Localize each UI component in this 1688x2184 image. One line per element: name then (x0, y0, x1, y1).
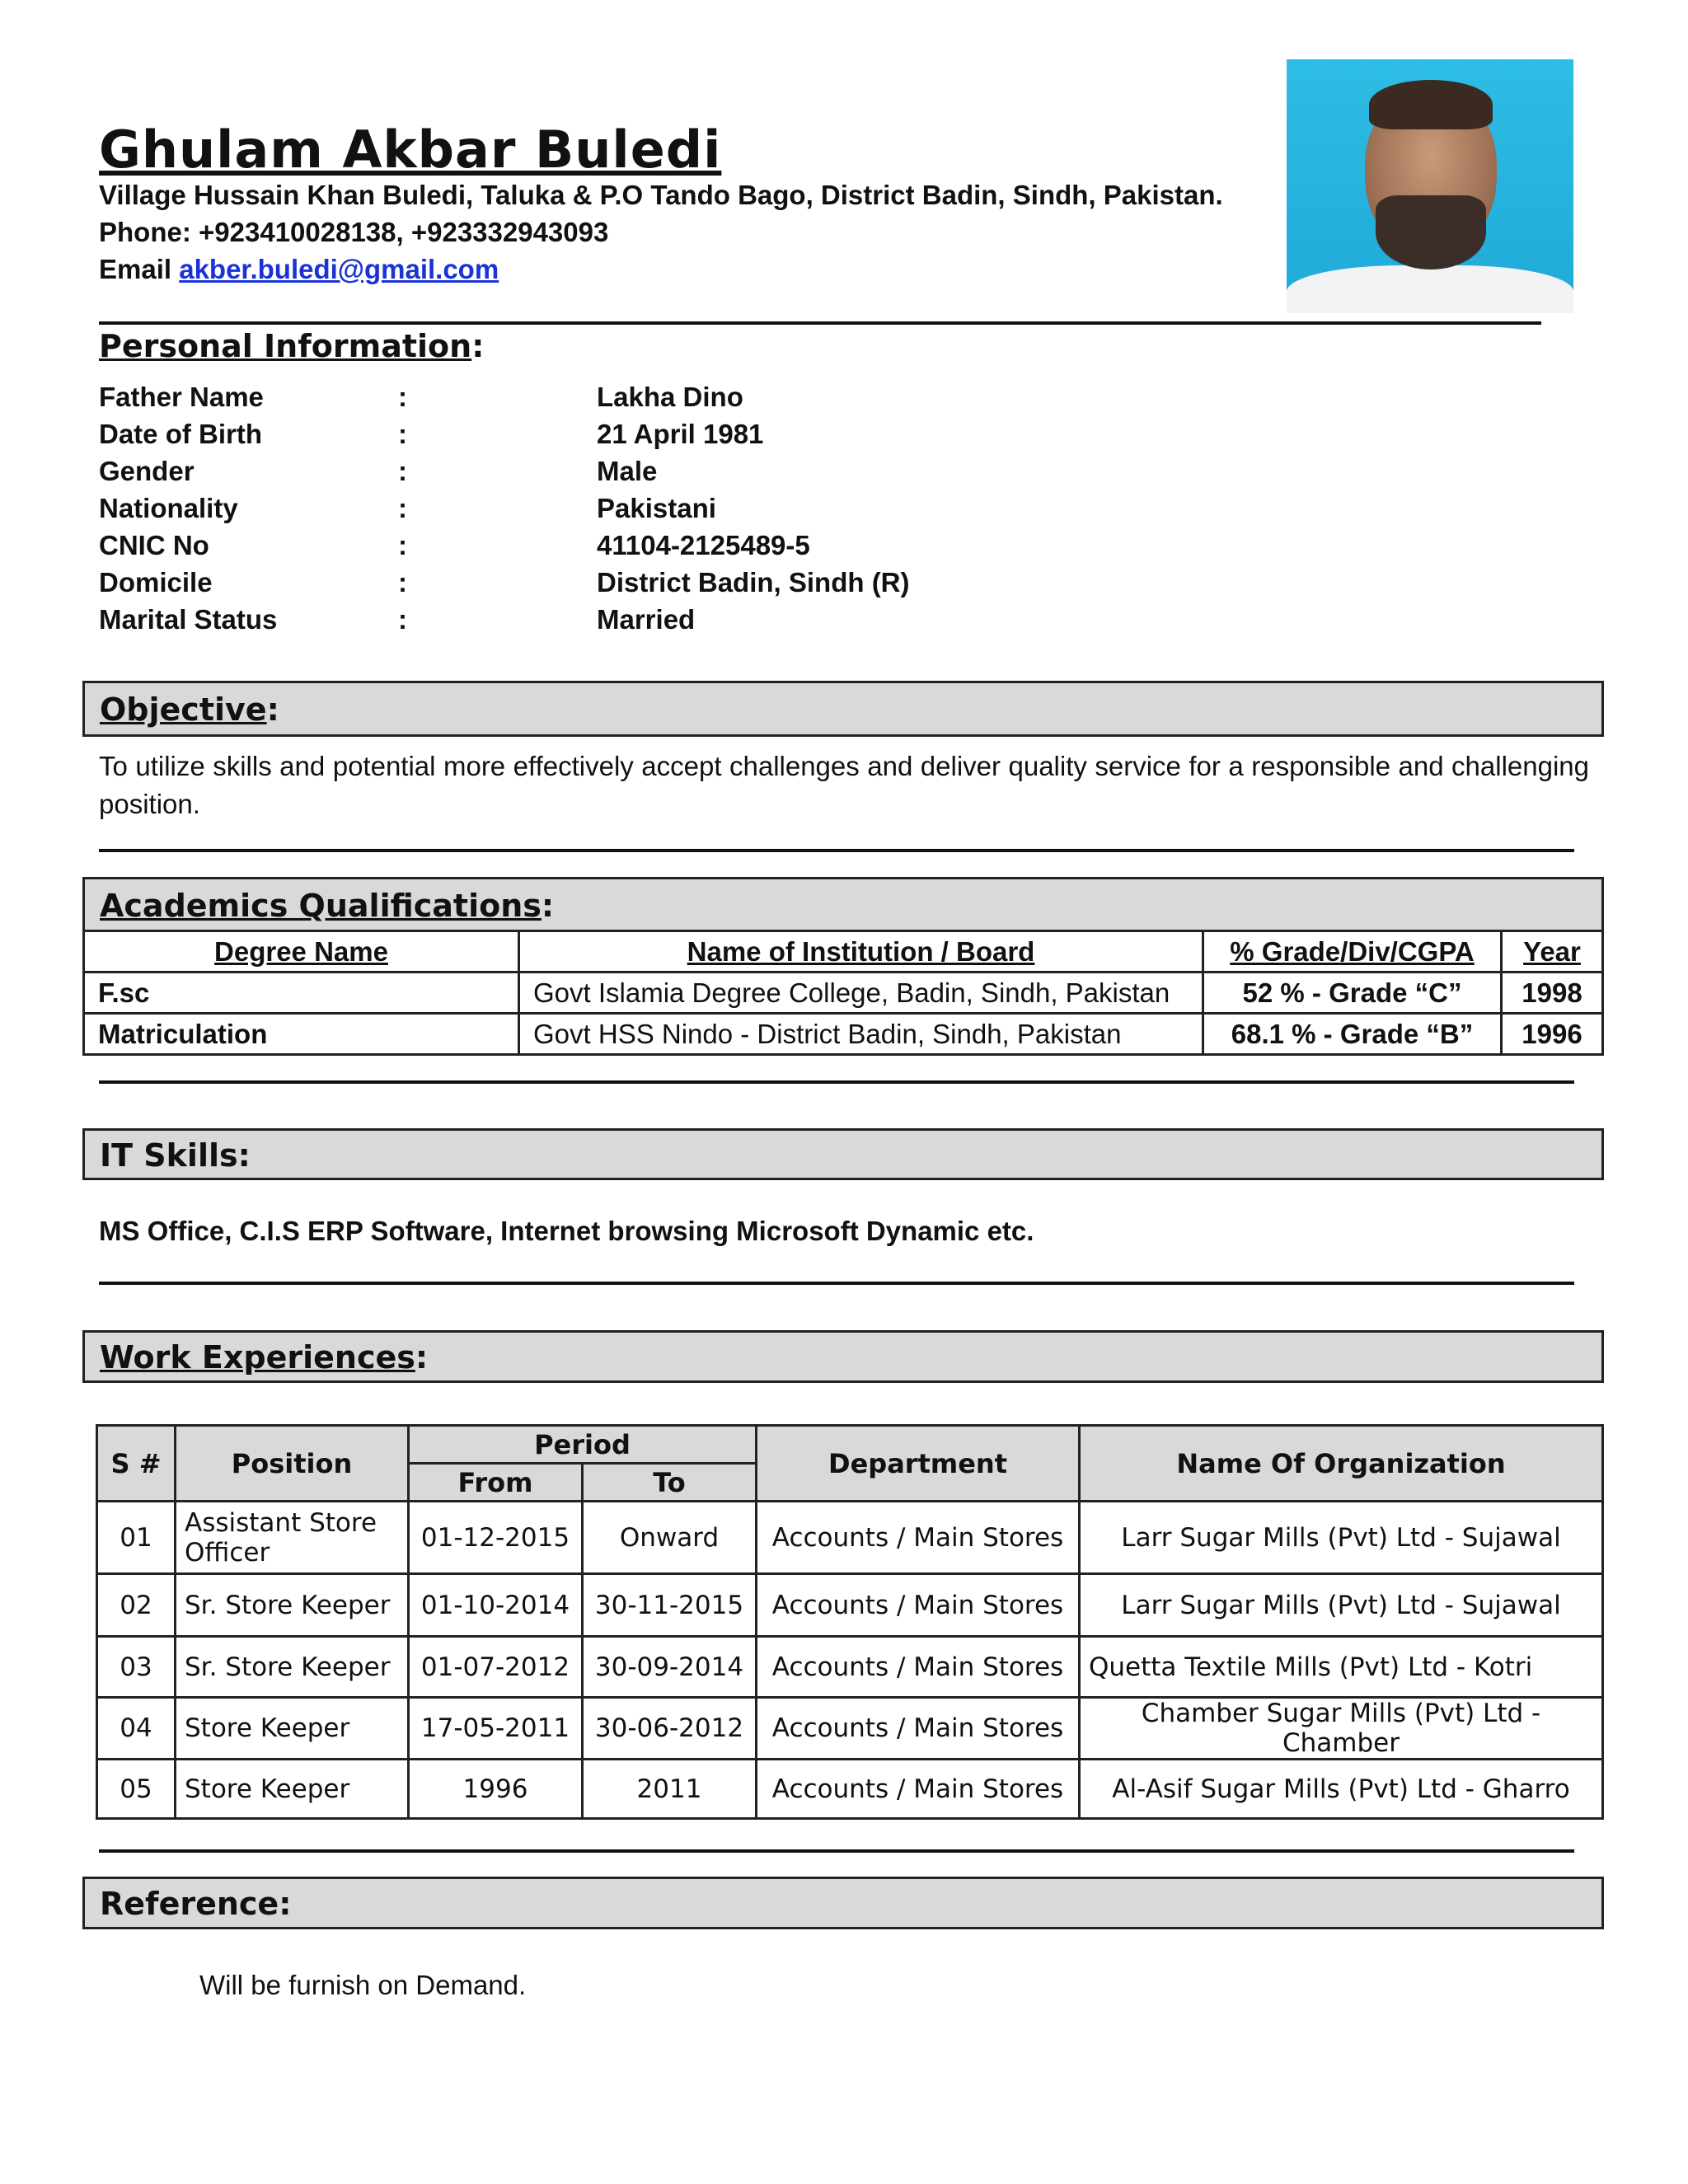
organization-cell: Al-Asif Sugar Mills (Pvt) Ltd - Gharro (1080, 1760, 1603, 1819)
email-line (99, 254, 499, 285)
personal-info-title-text: Personal Information (99, 328, 472, 364)
to-cell: 30-11-2015 (583, 1574, 757, 1637)
pi-value: Male (597, 456, 658, 486)
table-header-row (97, 1426, 1603, 1464)
personal-info-title: Personal Information: (99, 328, 485, 364)
pi-sep: : (398, 382, 407, 412)
pi-row-domicile (99, 567, 923, 604)
organization-cell: Quetta Textile Mills (Pvt) Ltd - Kotri (1080, 1637, 1603, 1698)
objective-title-text: Objective (100, 691, 267, 728)
email-link[interactable]: akber.buledi@gmail.com (179, 254, 499, 284)
institution-cell: Govt Islamia Degree College, Badin, Sindh, Pakistan (519, 972, 1203, 1014)
photo-beard (1376, 195, 1486, 269)
degree-cell: Matriculation (84, 1014, 519, 1055)
it-skills-title: IT Skills: (100, 1137, 251, 1174)
pi-value: Pakistani (597, 493, 716, 523)
reference-title: Reference: (100, 1886, 292, 1922)
phone: Phone: +923410028138, +923332943093 (99, 217, 609, 247)
pi-value: 21 April 1981 (597, 419, 764, 449)
pi-label: Gender (99, 456, 195, 486)
academics-title-text: Academics Qualifications (100, 888, 542, 924)
table-row (97, 1502, 1603, 1574)
address: Village Hussain Khan Buledi, Taluka & P.O Tando Bago, District Badin, Sindh, Pakistan. (99, 180, 1223, 210)
organization-cell: Chamber Sugar Mills (Pvt) Ltd - Chamber (1080, 1698, 1603, 1760)
sno-cell: 03 (97, 1637, 176, 1698)
col-department: Department (757, 1426, 1080, 1502)
degree-cell: F.sc (84, 972, 519, 1014)
col-position: Position (176, 1426, 409, 1502)
department-cell: Accounts / Main Stores (757, 1760, 1080, 1819)
pi-label: CNIC No (99, 530, 209, 560)
pi-label: Father Name (99, 382, 264, 412)
pi-value: District Badin, Sindh (R) (597, 567, 910, 598)
pi-value: 41104-2125489-5 (597, 530, 810, 560)
objective-divider (99, 849, 1574, 852)
academics-table (82, 930, 1604, 1056)
objective-title: Objective: (100, 691, 279, 728)
position-cell: Store Keeper (176, 1698, 409, 1760)
academics-header (82, 877, 1604, 931)
pi-sep: : (398, 493, 407, 523)
position-cell: Assistant Store Officer (176, 1502, 409, 1574)
table-row (97, 1637, 1603, 1698)
position-cell: Sr. Store Keeper (176, 1574, 409, 1637)
from-cell: 01-07-2012 (409, 1637, 583, 1698)
col-sno: S # (97, 1426, 176, 1502)
profile-photo (1287, 59, 1573, 313)
department-cell: Accounts / Main Stores (757, 1637, 1080, 1698)
department-cell: Accounts / Main Stores (757, 1502, 1080, 1574)
academics-title: Academics Qualifications: (100, 888, 555, 924)
pi-row-marital (99, 604, 923, 641)
pi-row-dob (99, 419, 923, 456)
it-skills-header (82, 1128, 1604, 1180)
pi-row-nationality (99, 493, 923, 530)
table-row (84, 1014, 1603, 1055)
sno-cell: 04 (97, 1698, 176, 1760)
to-cell: 30-09-2014 (583, 1637, 757, 1698)
col-from: From (409, 1464, 583, 1502)
header-divider (99, 321, 1541, 325)
from-cell: 01-12-2015 (409, 1502, 583, 1574)
year-cell: 1996 (1502, 1014, 1603, 1055)
from-cell: 17-05-2011 (409, 1698, 583, 1760)
from-cell: 01-10-2014 (409, 1574, 583, 1637)
pi-row-cnic (99, 530, 923, 567)
col-organization: Name Of Organization (1080, 1426, 1603, 1502)
pi-label: Domicile (99, 567, 213, 598)
year-cell: 1998 (1502, 972, 1603, 1014)
from-cell: 1996 (409, 1760, 583, 1819)
email-label: Email (99, 254, 180, 284)
pi-value: Married (597, 604, 696, 635)
photo-shirt (1287, 265, 1573, 313)
col-to: To (583, 1464, 757, 1502)
department-cell: Accounts / Main Stores (757, 1698, 1080, 1760)
to-cell: Onward (583, 1502, 757, 1574)
col-degree: Degree Name (84, 931, 519, 972)
reference-text: Will be furnish on Demand. (199, 1970, 527, 2000)
to-cell: 30-06-2012 (583, 1698, 757, 1760)
pi-sep: : (398, 530, 407, 560)
col-institution: Name of Institution / Board (519, 931, 1203, 972)
work-header (82, 1330, 1604, 1383)
to-cell: 2011 (583, 1760, 757, 1819)
table-row (97, 1698, 1603, 1760)
table-row (97, 1760, 1603, 1819)
table-header-row (84, 931, 1603, 972)
col-grade: % Grade/Div/CGPA (1203, 931, 1502, 972)
pi-label: Marital Status (99, 604, 278, 635)
table-row (97, 1574, 1603, 1637)
position-cell: Store Keeper (176, 1760, 409, 1819)
objective-header (82, 681, 1604, 737)
photo-hair (1369, 80, 1493, 129)
institution-cell: Govt HSS Nindo - District Badin, Sindh, Pakistan (519, 1014, 1203, 1055)
objective-text: To utilize skills and potential more effectively accept challenges and deliver quality service for a responsible and challenging position. (99, 751, 1589, 819)
pi-sep: : (398, 604, 407, 635)
pi-sep: : (398, 419, 407, 449)
col-year: Year (1502, 931, 1603, 972)
pi-label: Date of Birth (99, 419, 262, 449)
pi-sep: : (398, 567, 407, 598)
pi-row-father (99, 382, 923, 419)
work-table (96, 1424, 1604, 1820)
sno-cell: 02 (97, 1574, 176, 1637)
reference-header (82, 1877, 1604, 1929)
work-title-text: Work Experiences (100, 1339, 415, 1376)
candidate-name: Ghulam Akbar Buledi (99, 120, 722, 180)
organization-cell: Larr Sugar Mills (Pvt) Ltd - Sujawal (1080, 1574, 1603, 1637)
pi-value: Lakha Dino (597, 382, 743, 412)
it-skills-text: MS Office, C.I.S ERP Software, Internet browsing Microsoft Dynamic etc. (99, 1216, 1034, 1246)
department-cell: Accounts / Main Stores (757, 1574, 1080, 1637)
pi-row-gender (99, 456, 923, 493)
col-period: Period (409, 1426, 757, 1464)
academics-divider (99, 1080, 1574, 1084)
work-divider (99, 1849, 1574, 1853)
position-cell: Sr. Store Keeper (176, 1637, 409, 1698)
grade-cell: 52 % - Grade “C” (1203, 972, 1502, 1014)
sno-cell: 05 (97, 1760, 176, 1819)
organization-cell: Larr Sugar Mills (Pvt) Ltd - Sujawal (1080, 1502, 1603, 1574)
table-row (84, 972, 1603, 1014)
grade-cell: 68.1 % - Grade “B” (1203, 1014, 1502, 1055)
pi-sep: : (398, 456, 407, 486)
sno-cell: 01 (97, 1502, 176, 1574)
work-title: Work Experiences: (100, 1339, 429, 1376)
pi-label: Nationality (99, 493, 238, 523)
skills-divider (99, 1282, 1574, 1285)
